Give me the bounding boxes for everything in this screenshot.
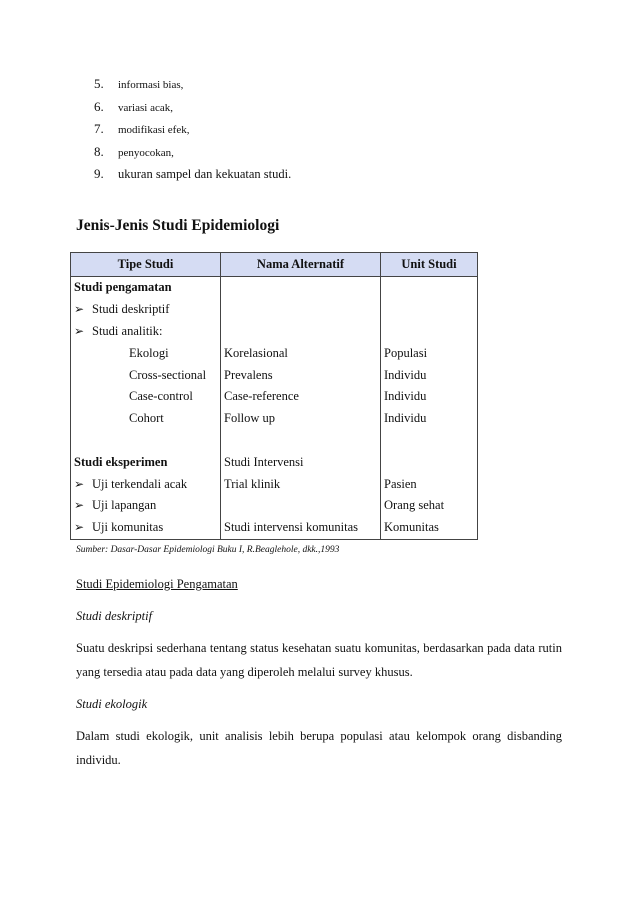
table-row: [71, 517, 478, 539]
section-heading: Jenis-Jenis Studi Epidemiologi: [76, 217, 280, 234]
list-item: [94, 144, 291, 167]
table-row: [71, 299, 478, 321]
section-title: Studi Epidemiologi Pengamatan: [76, 577, 238, 591]
table-source-caption: Sumber: Dasar-Dasar Epidemiologi Buku I, R.Beaglehole, dkk.,1993: [76, 545, 340, 555]
table-row: [71, 495, 478, 517]
table-row: [71, 321, 478, 343]
subheading-ekologik: Studi ekologik: [76, 697, 148, 711]
table-cell: Case-control: [71, 386, 221, 408]
table-cell: Cohort: [71, 408, 221, 430]
list-text: ukuran sampel dan kekuatan studi.: [118, 167, 292, 181]
list-number: 5.: [94, 76, 104, 91]
table-row: [71, 342, 478, 364]
table-row: [71, 430, 478, 452]
table-cell: [221, 277, 381, 299]
column-header: Tipe Studi: [71, 253, 221, 277]
table-cell: Populasi: [381, 342, 478, 364]
table-row: [71, 473, 478, 495]
paragraph-deskriptif: Suatu deskripsi sederhana tentang status kesehatan suatu komunitas, berdasarkan pada data rutin yang tersedia atau pada data yang diperoleh melalui survey khusus.: [76, 641, 562, 679]
list-item: [94, 166, 291, 189]
study-types-table: [70, 252, 478, 540]
table-cell: ➢ Studi deskriptif: [71, 299, 221, 321]
table-row: [71, 386, 478, 408]
table-cell: Trial klinik: [221, 473, 381, 495]
table-cell: [381, 321, 478, 343]
list-text: informasi bias,: [118, 79, 184, 91]
column-header: Nama Alternatif: [221, 253, 381, 277]
table-cell: Studi intervensi komunitas: [221, 517, 381, 539]
table-cell: ➢ Studi analitik:: [71, 321, 221, 343]
table-row: [71, 364, 478, 386]
table-cell: [221, 495, 381, 517]
table-cell: [381, 299, 478, 321]
table-cell: ➢ Uji terkendali acak: [71, 473, 221, 495]
list-number: 7.: [94, 121, 104, 136]
table-cell: [221, 299, 381, 321]
table-cell: Korelasional: [221, 342, 381, 364]
table-cell: [71, 430, 221, 452]
paragraph-ekologik: Dalam studi ekologik, unit analisis lebih berupa populasi atau kelompok orang disbanding individu.: [76, 729, 562, 767]
table-row: [71, 408, 478, 430]
numbered-list: [94, 76, 291, 189]
list-text: penyocokan,: [118, 146, 174, 159]
list-text: modifikasi efek,: [118, 124, 190, 136]
table-cell: Komunitas: [381, 517, 478, 539]
table-cell: Individu: [381, 364, 478, 386]
table-row: [71, 451, 478, 473]
table-cell: Orang sehat: [381, 495, 478, 517]
table-header-row: [71, 253, 478, 277]
table-cell: Pasien: [381, 473, 478, 495]
table-cell: Individu: [381, 386, 478, 408]
table-cell: [381, 430, 478, 452]
table-row: [71, 277, 478, 299]
column-header: Unit Studi: [381, 253, 478, 277]
list-item: [94, 76, 291, 99]
table-cell: Studi eksperimen: [71, 451, 221, 473]
table-cell: Ekologi: [71, 342, 221, 364]
table-cell: Follow up: [221, 408, 381, 430]
table-cell: [381, 451, 478, 473]
table-cell: Prevalens: [221, 364, 381, 386]
list-number: 8.: [94, 143, 104, 159]
table-cell: Cross-sectional: [71, 364, 221, 386]
list-item: [94, 99, 291, 122]
table-cell: [221, 321, 381, 343]
table-cell: ➢ Uji lapangan: [71, 495, 221, 517]
subheading-deskriptif: Studi deskriptif: [76, 609, 153, 623]
table-cell: [221, 430, 381, 452]
table-cell: [381, 277, 478, 299]
list-number: 9.: [94, 166, 104, 181]
list-item: [94, 121, 291, 144]
table-cell: Individu: [381, 408, 478, 430]
table-cell: Case-reference: [221, 386, 381, 408]
table-cell: Studi Intervensi: [221, 451, 381, 473]
list-number: 6.: [94, 98, 104, 114]
table-cell: Studi pengamatan: [71, 277, 221, 299]
table-cell: ➢ Uji komunitas: [71, 517, 221, 539]
list-text: variasi acak,: [118, 101, 173, 114]
